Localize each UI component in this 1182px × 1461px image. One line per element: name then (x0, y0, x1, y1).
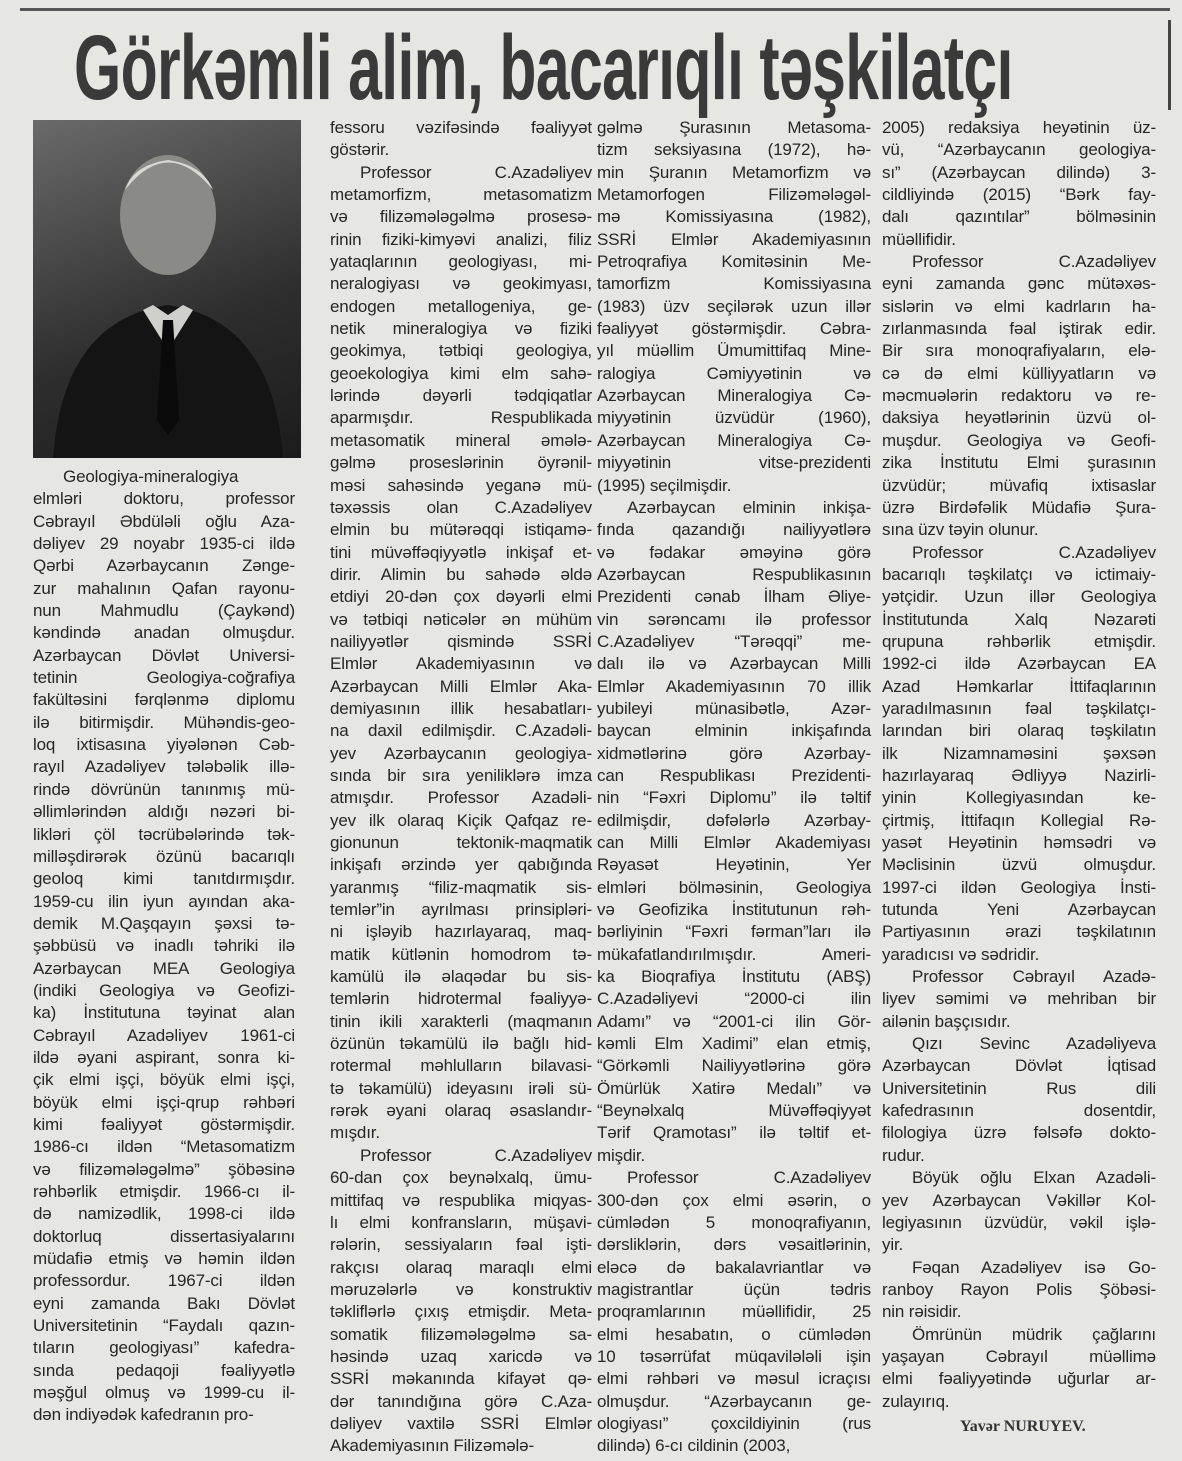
text-line: və filizəmələgəlmə” şöbəsinə (33, 1159, 295, 1179)
text-line: olmuşdur. “Azərbaycanın ge- (597, 1391, 871, 1411)
text-line: vü, “Azərbaycanın geologiya- (882, 140, 1156, 160)
text-line: geoloq kimi tanıtdırmışdır. (33, 869, 295, 889)
text-line: ranboy Rayon Polis Şöbəsi- (882, 1279, 1156, 1299)
text-line: magistrantlar üçün tədris (597, 1279, 871, 1299)
text-line: bərliyinin “Fəxri fərman”ları ilə (597, 922, 871, 942)
text-line: rakçısı olaraq maraqlı elmi (330, 1257, 592, 1277)
text-line: yaradıcısı və sədridir. (882, 944, 1040, 964)
text-line: eyni zamanda Bakı Dövlət (33, 1293, 295, 1313)
paragraph (330, 1145, 592, 1458)
text-line: ologiyası” çoxcildiyinin (rus (597, 1413, 871, 1433)
text-line: metamorfizm, metasomatizm (330, 185, 592, 205)
section-header-rule (20, 8, 1170, 11)
text-line: müəllifidir. (882, 229, 956, 249)
text-line: Azad Həmkarlar İttifaqlarının (882, 676, 1156, 696)
text-line: rinin fiziki-kimyəvi analizi, filiz (330, 229, 592, 249)
text-line: tini müvəffəqiyyətlə inkişaf et- (330, 542, 592, 562)
text-line: Böyük oğlu Elxan Azadəli- (912, 1168, 1156, 1188)
text-line: Professor Cəbrayıl Azadə- (912, 967, 1156, 987)
text-line: ka) İnstitutuna təyinat alan (33, 1003, 295, 1023)
paragraph (882, 251, 1156, 541)
text-line: mişdir. (597, 1145, 646, 1165)
text-line: cə də elmi külliyyatların və (882, 363, 1156, 383)
text-line: rində dövrünün tanınmış mü- (33, 779, 295, 799)
portrait-photo (33, 120, 301, 458)
text-line: dərsliklərin, dərs vəsaitlərinin, (597, 1235, 871, 1255)
text-line: metasomatik mineral əmələ- (330, 430, 592, 450)
text-line: nailiyyətlər qismində SSRİ (330, 631, 592, 651)
text-line: kafedrasının dosentdir, (882, 1101, 1156, 1121)
text-line: ralogiya Cəmiyyətinin və (597, 363, 871, 383)
text-line: Tərif Qramotası” ilə təltif et- (597, 1123, 871, 1143)
text-line: zur mahalının Qafan rayonu- (33, 578, 295, 598)
text-line: kəndində anadan olmuşdur. (33, 623, 295, 643)
text-line: 1986-cı ildən “Metasomatizm (33, 1137, 295, 1157)
text-line: endogen metallogeniya, ge- (330, 296, 592, 316)
text-line: professordur. 1967-ci ildən (33, 1271, 295, 1291)
text-line: məruzələrlə və konstruktiv (330, 1279, 592, 1299)
paragraph (330, 162, 592, 1145)
text-line: ilk Nizamnaməsini şəxsən (882, 743, 1156, 763)
text-line: inkişafı ərzində yer qabığında (330, 855, 592, 875)
text-line: həsində uzaq xaricdə və (330, 1346, 592, 1366)
text-line: Azərbaycan Respublikasının (597, 564, 871, 584)
text-line: demik M.Qaşqayın şəxsi tə- (33, 913, 295, 933)
text-line: və tətbiqi nəticələr ən mühüm (330, 609, 592, 629)
paragraph (597, 497, 871, 1167)
text-line: Petroqrafiya Komitəsinin Me- (597, 252, 871, 272)
text-line: Metamorfogen Filizəmələgəl- (597, 185, 871, 205)
text-line: 300-dən çox elmi əsərin, o (597, 1190, 871, 1210)
text-line: netik mineralogiya və fiziki (330, 319, 592, 339)
paragraph (330, 117, 592, 162)
text-line: sında pedaqoji fəaliyyətlə (33, 1360, 295, 1380)
text-line: yubileyi münasibətlə, Azər- (597, 698, 871, 718)
text-line: kimi fəaliyyət göstərmişdir. (33, 1114, 295, 1134)
paragraph (597, 117, 871, 497)
text-line: Universitetinin “Faydalı qazın- (33, 1316, 295, 1336)
text-line: Professor C.Azadəliyev (360, 1145, 592, 1165)
text-line: Azərbaycan Milli Elmlər Aka- (330, 676, 592, 696)
paragraph (597, 1167, 871, 1457)
text-line: elmin bu mütərəqqi istiqamə- (330, 520, 592, 540)
text-line: Fəqan Azadəliyev isə Go- (912, 1257, 1156, 1277)
text-line: şəbbüsü və inadlı təhriki ilə (33, 936, 295, 956)
text-line: can Respublikası Prezidenti- (597, 765, 871, 785)
text-line: göstərir. (330, 140, 390, 160)
text-line: mittifaq və respublika miqyas- (330, 1190, 592, 1210)
text-line: tutunda Yeni Azərbaycan (882, 900, 1156, 920)
text-line: rələrin, sessiyaların fəal işti- (330, 1235, 592, 1255)
text-line: daksiya heyətlərinin üzvü ol- (882, 408, 1156, 428)
text-line: nin “Fəxri Diplomu” ilə təltif (597, 788, 871, 808)
text-line: tinin ikili xarakterli (maqmanın (330, 1011, 592, 1031)
text-line: 10 təsərrüfat müqavilələli işin (597, 1346, 871, 1366)
text-line: milləşdirərək özünü bacarıqlı (33, 846, 295, 866)
text-line: zırlanmasında fəal iştirak edir. (882, 319, 1156, 339)
text-line: və fədakar əməyinə görə (597, 542, 871, 562)
text-line: üzvüdür; müvafiq ixtisaslar (882, 475, 1156, 495)
text-line: Geologiya-mineralogiya (63, 467, 239, 486)
text-line: aparmışdır. Respublikada (330, 408, 592, 428)
text-line: yinin Kollegiyasından ke- (882, 788, 1156, 808)
text-line: likləri çöl təcrübələrində tək- (33, 824, 295, 844)
text-line: rərək əyani olaraq əsaslandır- (330, 1101, 592, 1121)
text-line: müdafiə etmiş və həmin ildən (33, 1249, 295, 1269)
text-line: miyyətinin üzvüdür (1960), (597, 408, 871, 428)
text-line: can Milli Elmlər Akademiyası (597, 833, 871, 852)
text-line: liyev səmimi və mehriban bir (882, 989, 1156, 1009)
paragraph (33, 466, 295, 1427)
text-line: Universitetinin Rus dili (882, 1078, 1156, 1098)
text-line: tizm seksiyasına (1972), hə- (597, 140, 871, 160)
text-line: dalı ilə və Azərbaycan Milli (597, 654, 871, 674)
text-line: somatik filizəmələgəlmə sa- (330, 1324, 592, 1344)
text-line: dər tanındığına görə C.Aza- (330, 1391, 592, 1411)
article-column-4 (882, 117, 1156, 1413)
text-line: rudur. (882, 1145, 925, 1165)
text-line: “Görkəmli Nailiyyətlərinə görə (597, 1056, 871, 1076)
text-line: Azərbaycan Dövlət İqtisad (882, 1056, 1156, 1076)
text-line: filologiya üzrə fəlsəfə dokto- (882, 1123, 1156, 1143)
text-line: mışdır. (330, 1123, 380, 1143)
text-line: (1983) üzv seçilərək uzun illər (597, 296, 871, 316)
text-line: demiyasının illik hesabatları- (330, 698, 592, 718)
text-line: Cəbrayıl Azadəliyev 1961-ci (33, 1025, 295, 1045)
text-line: muşdur. Geologiya və Geofi- (882, 430, 1156, 450)
text-line: Bir sıra monoqrafiyaların, elə- (882, 341, 1156, 361)
text-line: Professor C.Azadəliyev (912, 252, 1156, 272)
text-line: də namizədlik, 1998-ci ildə (33, 1204, 295, 1224)
text-line: sislərin və elmi kadrların ha- (882, 296, 1156, 316)
text-line: C.Azadəliyev “Tərəqqi” me- (597, 631, 871, 651)
text-line: vin sərəncamı ilə professor (597, 609, 871, 629)
text-line: Partiyasının ərazi təşkilatının (882, 922, 1156, 942)
text-line: yir. (882, 1235, 904, 1255)
text-line: rayıl Azadəliyev tələbəlik illə- (33, 757, 295, 777)
text-line: İnstitutunda Xalq Nəzarəti (882, 609, 1156, 629)
text-line: Azərbaycan Mineralogiya Cə- (597, 430, 871, 450)
text-line: elmi rəhbəri və məsul icraçısı (597, 1369, 871, 1389)
text-line: Rəyasət Heyətinin, Yer (597, 855, 871, 875)
text-line: təxəssis olan C.Azadəliyev (330, 497, 592, 517)
text-line: yaşayan Cəbrayıl müəllimə (882, 1346, 1156, 1366)
text-line: tetinin Geologiya-coğrafiya (33, 668, 295, 688)
text-line: atmışdır. Professor Azadəli- (330, 788, 592, 808)
text-line: neralogiyası və geokimyası, (330, 274, 592, 294)
text-line: qrupuna rəhbərlik etmişdir. (882, 631, 1156, 651)
text-line: çik elmi işçi, böyük elmi işçi, (33, 1070, 295, 1090)
text-line: Professor C.Azadəliyev (912, 542, 1156, 562)
text-line: kəmli Elm Xadimi” elan etmiş, (597, 1034, 871, 1054)
text-line: Azərbaycan Dövlət Universi- (33, 645, 295, 665)
text-line: məcmuələrin redaktoru və re- (882, 386, 1156, 406)
text-line: Ömrünün müdrik çağlarını (912, 1324, 1156, 1344)
text-line: 60-dan çox beynəlxalq, ümu- (330, 1168, 592, 1188)
text-line: eləcə də bakalavriantlar və (597, 1257, 871, 1277)
text-line: Professor C.Azadəliyev (627, 1168, 871, 1188)
text-line: zika İnstitutu Elmi şurasının (882, 453, 1156, 473)
text-line: yev Azərbaycan Vəkillər Kol- (882, 1190, 1156, 1210)
article-column-1 (33, 466, 295, 1427)
text-line: sı” (Azərbaycan dilində) 3- (882, 162, 1156, 182)
article-title: Görkəmli alim, bacarıqlı təşkilatçı (74, 17, 1013, 119)
paragraph (882, 1257, 1156, 1324)
text-line: Azərbaycan elminin inkişa- (627, 497, 871, 517)
text-line: ilə bitirmişdir. Mühəndis-geo- (33, 712, 295, 732)
text-line: dəliyev vaxtilə SSRİ Elmlər (330, 1413, 592, 1433)
text-line: sında bir sıra yeniliklərə imza (330, 765, 592, 785)
paragraph (882, 542, 1156, 967)
text-line: fəaliyyət göstərmişdir. Cəbra- (597, 319, 871, 339)
text-line: yıl müəllim Ümumittifaq Mine- (597, 341, 871, 361)
text-line: təkliflərlə çıxış etmişdir. Meta- (330, 1302, 592, 1322)
text-line: Adamı” və “2001-ci ilin Gör- (597, 1011, 871, 1031)
text-line: Azərbaycan Mineralogiya Cə- (597, 386, 871, 406)
text-line: zulayırıq. (882, 1391, 950, 1411)
text-line: Məclisinin üzvü olmuşdur. (882, 855, 1156, 875)
text-line: SSRİ məkanında kifayət qə- (330, 1369, 592, 1389)
article-column-2 (330, 117, 592, 1458)
text-line: C.Azadəliyevi “2000-ci ilin (597, 989, 871, 1009)
text-line: Azərbaycan MEA Geologiya (33, 958, 295, 978)
text-line: tamorfizm Komissiyasına (597, 274, 871, 294)
text-line: etdiyi 20-dən çox dəyərli elmi (330, 587, 592, 607)
text-line: (1995) seçilmişdir. (597, 475, 732, 495)
text-line: miyyətinin vitse-prezidenti (597, 453, 871, 473)
text-line: gəlmə proseslərinin öyrənil- (330, 453, 592, 473)
text-line: 1959-cu ilin iyun ayından aka- (33, 891, 295, 911)
text-line: və filizəmələgəlmə prosesə- (330, 207, 592, 227)
text-line: fında qazandığı nailiyyətlərə (597, 520, 871, 540)
text-line: özünün təkamülü ilə bağlı hid- (330, 1034, 592, 1054)
text-line: elmi hesabatın, o cümlədən (597, 1324, 871, 1344)
text-line: ildə əyani aspirant, sonra ki- (33, 1047, 295, 1067)
text-line: hazırlayaraq Ədliyyə Nazirli- (882, 765, 1156, 785)
column-rule (1168, 20, 1171, 110)
text-line: böyük elmi işçi-qrup rəhbəri (33, 1092, 295, 1112)
text-line: edilmişdir, dəfələrlə Azərbay- (597, 810, 871, 830)
text-line: nin rəisidir. (882, 1302, 962, 1322)
text-line: temlərin hidrotermal fəaliyyə- (330, 989, 592, 1009)
text-line: Qərbi Azərbaycanın Zənge- (33, 556, 295, 576)
text-line: yev ilk olaraq Kiçik Qafqaz re- (330, 810, 592, 830)
text-line: əllimlərindən aldığı nəzəri bi- (33, 802, 295, 822)
text-line: fakültəsini fərqlənmə diplomu (33, 690, 295, 710)
text-line: nun Mahmudlu (Çaykənd) (33, 601, 295, 621)
text-line: tıların geologiyası” kafedra- (33, 1338, 295, 1358)
text-line: Qızı Sevinc Azadəliyeva (912, 1034, 1156, 1054)
text-line: eyni zamanda gənc mütəxəs- (882, 274, 1156, 294)
text-line: “Beynəlxalq Müvəffəqiyyət (597, 1101, 871, 1121)
text-line: Prezidenti cənab İlham Əliye- (597, 587, 871, 607)
paragraph (882, 1033, 1156, 1167)
text-line: matik kütlənin homodrom tə- (330, 944, 592, 964)
text-line: məşğul olmuş və 1999-cu il- (33, 1383, 295, 1403)
text-line: gəlmə Şurasının Metasoma- (597, 118, 871, 137)
text-line: tə təkamülü) ideyasını irəli sü- (330, 1078, 592, 1098)
text-line: fessoru vəzifəsində fəaliyyət (330, 118, 592, 137)
paragraph (882, 117, 1156, 251)
text-line: üzrə Birdəfəlik Müdafiə Şura- (882, 497, 1156, 517)
text-line: (indiki Geologiya və Geofizi- (33, 980, 295, 1000)
text-line: mə Komissiyasına (1982), (597, 207, 871, 227)
text-line: dirir. Alimin bu sahədə əldə (330, 564, 592, 584)
text-line: elmi fəaliyyətində uğurlar ar- (882, 1369, 1156, 1389)
text-line: ni işləyib hazırlayaraq, maq- (330, 922, 592, 942)
text-line: dən indiyədək kafedranın pro- (33, 1405, 254, 1425)
paragraph (882, 966, 1156, 1033)
article-column-3 (597, 117, 871, 1458)
text-line: ka Bioqrafiya İnstitutu (ABŞ) (597, 967, 871, 987)
text-line: 2005) redaksiya heyətinin üz- (882, 118, 1156, 137)
text-line: sına üzv təyin olunur. (882, 520, 1039, 540)
text-line: yaranmış “filiz-maqmatik sis- (330, 877, 592, 897)
text-line: yev Azərbaycanın geologiya- (330, 743, 592, 763)
text-line: çirtmiş, İttifaqın Kollegial Rə- (882, 810, 1156, 830)
text-line: Cəbrayıl Əbdüləli oğlu Aza- (33, 511, 295, 531)
text-line: SSRİ Elmlər Akademiyasının (597, 229, 871, 249)
text-line: rəhbərlik etmişdir. 1966-cı il- (33, 1182, 295, 1201)
text-line: cümlədən 5 monoqrafiyanın, (597, 1212, 871, 1232)
text-line: 1992-ci ildə Azərbaycan EA (882, 654, 1156, 674)
text-line: proqramlarının müəllifidir, 25 (597, 1302, 871, 1322)
text-line: loq ixtisasına yiyələnən Cəb- (33, 735, 295, 755)
text-line: temlər”in ayrılması prinsipləri- (330, 900, 592, 920)
text-line: na daxil edilmişdir. C.Azadəli- (330, 721, 592, 741)
text-line: xidmətlərinə görə Azərbay- (597, 743, 871, 763)
paragraph (882, 1167, 1156, 1256)
text-line: rotermal məhlulların bilavasi- (330, 1056, 592, 1076)
text-line: elmləri bölməsinin, Geologiya (597, 877, 871, 897)
text-line: dalı qazıntılar” bölməsinin (882, 207, 1156, 227)
text-line: Akademiyasının Filizəmələ- (330, 1436, 534, 1456)
text-line: 1997-ci ildən Geologiya İnsti- (882, 877, 1156, 897)
text-line: Elmlər Akademiyasının və (330, 654, 592, 674)
portrait-figure-icon (33, 120, 301, 458)
text-line: geoekologiya kimi elm sahə- (330, 363, 592, 383)
text-line: Elmlər Akademiyasının 70 illik (597, 676, 871, 696)
text-line: larından biri olaraq təşkilatın (882, 721, 1156, 741)
text-line: ailənin başçısıdır. (882, 1011, 1011, 1031)
text-line: baycan elminin inkişafında (597, 721, 871, 741)
text-line: kamülü ilə əlaqədar bu sis- (330, 967, 592, 987)
text-line: və Geofizika İnstitutunun rəh- (597, 900, 871, 920)
text-line: min Şuranın Metamorfizm və (597, 162, 871, 182)
author-signature: Yavər NURUYEV. (960, 1418, 1086, 1435)
text-line: mükafatlandırılmışdır. Ameri- (597, 944, 871, 964)
text-line: yataqlarının geologiyası, mi- (330, 252, 592, 272)
text-line: Professor C.Azadəliyev (360, 162, 592, 182)
text-line: yətçidir. Uzun illər Geologiya (882, 587, 1156, 607)
text-line: dilində) 6-cı cildinin (2003, (597, 1436, 791, 1456)
text-line: bacarıqlı təşkilatçı və ictimaiy- (882, 564, 1156, 584)
text-line: Ömürlük Xatirə Medalı” və (597, 1078, 871, 1098)
text-line: lərində dəyərli tədqiqatlar (330, 386, 592, 406)
text-line: lı elmi konfransların, müşavi- (330, 1212, 592, 1232)
text-line: elmləri doktoru, professor (33, 489, 295, 509)
text-line: yasət Heyətinin həmsədri və (882, 833, 1156, 852)
text-line: dəliyev 29 noyabr 1935-ci ildə (33, 534, 295, 554)
text-line: məsi sahəsində yeganə mü- (330, 475, 592, 495)
text-line: gionunun tektonik-maqmatik (330, 833, 592, 852)
text-line: cildliyində (2015) “Bərk fay- (882, 185, 1156, 205)
text-line: geokimya, tətbiqi geologiya, (330, 341, 592, 361)
text-line: doktorluq dissertasiyalarını (33, 1226, 295, 1246)
text-line: legiyasının üzvüdür, vəkil işlə- (882, 1212, 1156, 1232)
text-line: yaradılmasının fəal təşkilatçı- (882, 698, 1156, 718)
paragraph (882, 1324, 1156, 1413)
